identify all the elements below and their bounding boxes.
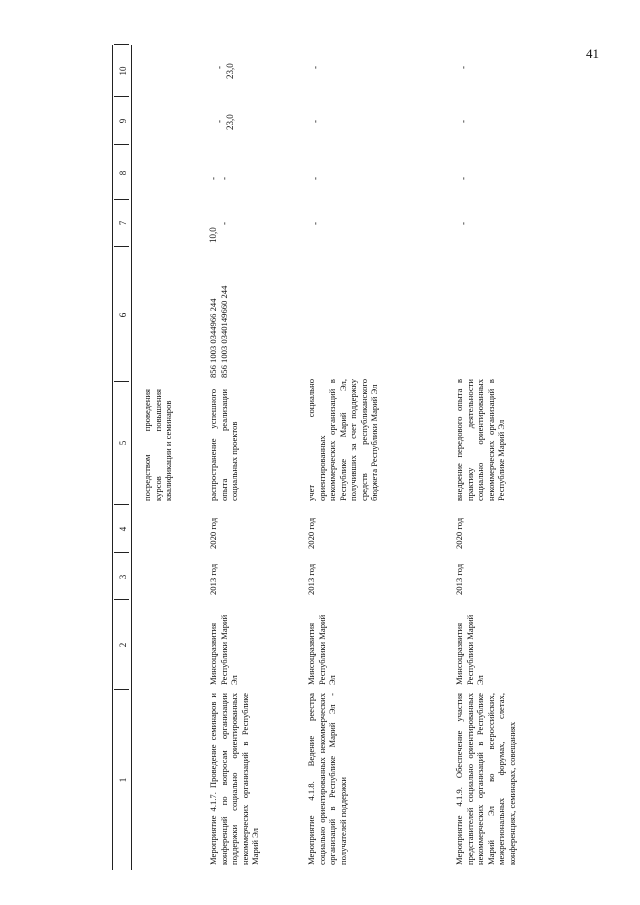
row1-measure: Мероприятие 4.1.7. Проведение семинаров и конференций по вопросам организации поддержки социально ориентированных некоммерческих организаций в Республике Марий Эл [208,693,260,865]
header-col-2: 2 [118,642,128,648]
row2-start: 2013 год [306,563,316,595]
row3-result: внедрение передового опыта в практику деятельности социально ориентированных некоммерческих организаций в Республике Марий Эл [454,379,506,501]
row3-end: 2020 год [454,517,464,549]
row3-c7: - [458,222,468,225]
row1-c7-a: 10,0 [208,227,218,243]
row1-code-2: 856 1003 0340149660 244 [219,285,229,378]
row3-start: 2013 год [454,563,464,595]
header-col-6: 6 [118,312,128,318]
row2-end: 2020 год [306,517,316,549]
col-divider [114,246,129,247]
col-divider [114,144,129,145]
col-divider [114,96,129,97]
col-divider [114,552,129,553]
row2-c7: - [310,222,320,225]
row1-end: 2020 год [208,517,218,549]
page-number: 41 [586,46,599,61]
row3-c9: - [458,120,468,123]
row2-result: учет социально ориентированных некоммерческих организаций в Республике Марий Эл, получивших за счет поддержку средств республиканского бюджета Республики Марий Эл [306,379,379,501]
table-right-edge [114,44,129,45]
header-col-7: 7 [118,220,128,226]
row2-c9: - [310,120,320,123]
col-divider [114,599,129,600]
col-divider [114,381,129,382]
row1-c8-a: - [208,177,218,180]
continuation-col5: посредством проведения курсов повышения квалификации и семинаров [142,389,173,501]
header-col-8: 8 [118,170,128,176]
row2-executor: Минсоцразвития Республики Марий Эл [306,614,337,685]
col-divider [114,689,129,690]
row1-result: распространение успешного опыта реализации социальных проектов [208,389,239,501]
row1-c10-a: - [214,66,224,69]
header-bottom-border [131,45,132,870]
header-col-10: 10 [118,66,128,76]
row3-c8: - [458,177,468,180]
row2-c10: - [310,66,320,69]
row1-c8-b: - [219,177,229,180]
row1-executor: Минсоцразвития Республики Марий Эл [208,614,239,685]
row1-c9-a: - [214,120,224,123]
header-col-5: 5 [118,440,128,446]
header-col-4: 4 [118,526,128,532]
row1-c7-b: - [219,222,229,225]
header-top-border [112,45,113,870]
col-divider [114,199,129,200]
row1-c9-b: 23,0 [225,114,235,130]
header-col-1: 1 [118,777,128,783]
row3-c10: - [458,66,468,69]
header-col-9: 9 [118,118,128,124]
row3-measure: Мероприятие 4.1.9. Обеспечение участия представителей социально ориентированных некоммерческих организаций в Республике Марий Эл во всероссийских, межрегиональных форумах, слетах, конференциях, семинарах, совещаниях [454,693,517,865]
row1-start: 2013 год [208,563,218,595]
row3-executor: Минсоцразвития Республики Марий Эл [454,614,485,685]
col-divider [114,504,129,505]
row1-code-1: 856 1003 0344966 244 [208,298,218,378]
header-col-3: 3 [118,574,128,580]
row2-measure: Мероприятие 4.1.8. Ведение реестра социально ориентированных некоммерческих организаций в Республике Марий Эл - получателей поддержки [306,693,348,865]
row1-c10-b: 23,0 [225,63,235,79]
row2-c8: - [310,177,320,180]
